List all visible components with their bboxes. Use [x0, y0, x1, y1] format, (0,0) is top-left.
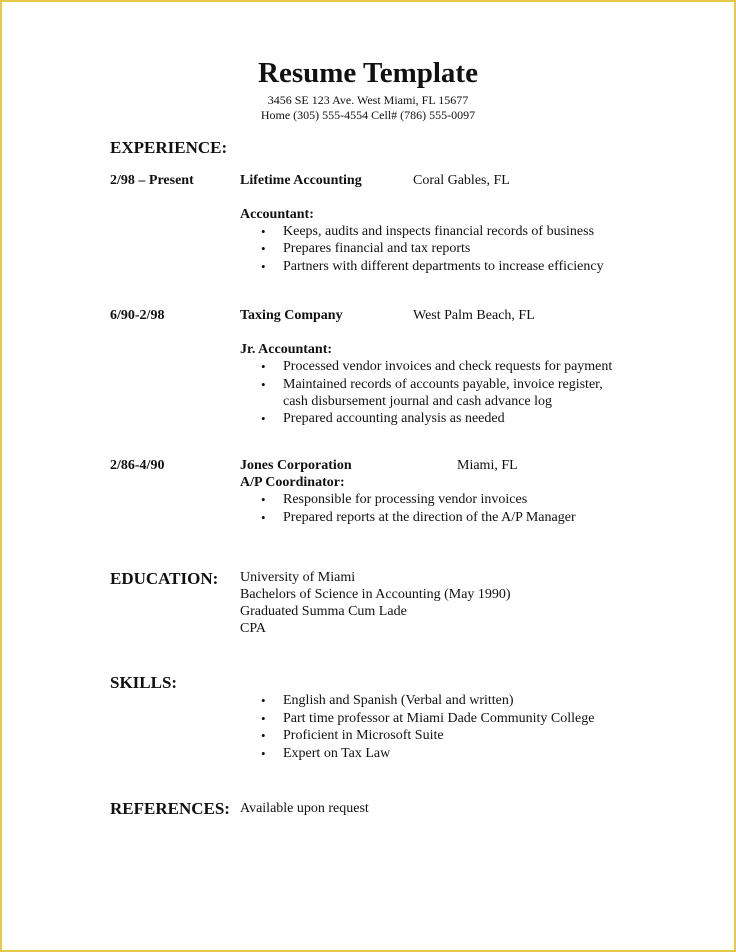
- job-location: Coral Gables, FL: [413, 173, 510, 188]
- job-dates: 6/90-2/98: [110, 308, 165, 323]
- job-role: Jr. Accountant:: [240, 342, 333, 357]
- skill-item: Part time professor at Miami Dade Community College: [283, 711, 595, 726]
- job-bullet: Maintained records of accounts payable, invoice register,: [283, 377, 603, 392]
- address-line: 3456 SE 123 Ave. West Miami, FL 15677: [267, 93, 469, 107]
- bullet-icon: •: [261, 411, 266, 426]
- job-company: Taxing Company: [240, 308, 343, 323]
- education-line: Bachelors of Science in Accounting (May 1990): [240, 587, 511, 602]
- bullet-icon: •: [261, 728, 266, 743]
- job-location: West Palm Beach, FL: [413, 308, 535, 323]
- job-bullet: Processed vendor invoices and check requests for payment: [283, 359, 613, 374]
- job-bullet: Responsible for processing vendor invoices: [283, 492, 528, 507]
- bullet-icon: •: [261, 746, 266, 761]
- education-line: Graduated Summa Cum Lade: [240, 604, 407, 619]
- job-dates: 2/98 – Present: [110, 173, 194, 188]
- phone-line: Home (305) 555-4554 Cell# (786) 555-0097: [260, 108, 476, 122]
- job-location: Miami, FL: [457, 458, 518, 473]
- bullet-icon: •: [261, 711, 266, 726]
- job-bullet: Keeps, audits and inspects financial records of business: [283, 224, 595, 239]
- experience-heading: EXPERIENCE:: [110, 138, 228, 157]
- skill-item: Expert on Tax Law: [283, 746, 391, 761]
- job-bullet: Prepares financial and tax reports: [283, 241, 471, 256]
- bullet-icon: •: [261, 510, 266, 525]
- job-company: Jones Corporation: [240, 458, 352, 473]
- bullet-icon: •: [261, 492, 266, 507]
- skill-item: Proficient in Microsoft Suite: [283, 728, 444, 743]
- education-heading: EDUCATION:: [110, 569, 219, 588]
- bullet-icon: •: [261, 224, 266, 239]
- bullet-icon: •: [261, 693, 266, 708]
- job-bullet: Partners with different departments to increase efficiency: [283, 259, 604, 274]
- education-line: CPA: [240, 621, 266, 636]
- skills-heading: SKILLS:: [110, 673, 178, 692]
- job-bullet: Prepared accounting analysis as needed: [283, 411, 505, 426]
- page-title: Resume Template: [258, 57, 478, 89]
- bullet-icon: •: [261, 377, 266, 392]
- job-bullet-continuation: cash disbursement journal and cash advance log: [283, 394, 553, 409]
- job-role: Accountant:: [240, 207, 314, 222]
- references-heading: REFERENCES:: [110, 799, 230, 818]
- bullet-icon: •: [261, 359, 266, 374]
- job-bullet: Prepared reports at the direction of the A/P Manager: [283, 510, 576, 525]
- job-company: Lifetime Accounting: [240, 173, 362, 188]
- references-text: Available upon request: [240, 801, 369, 816]
- job-dates: 2/86-4/90: [110, 458, 165, 473]
- bullet-icon: •: [261, 259, 266, 274]
- bullet-icon: •: [261, 241, 266, 256]
- skill-item: English and Spanish (Verbal and written): [283, 693, 514, 708]
- job-role: A/P Coordinator:: [240, 475, 345, 490]
- education-line: University of Miami: [240, 570, 356, 585]
